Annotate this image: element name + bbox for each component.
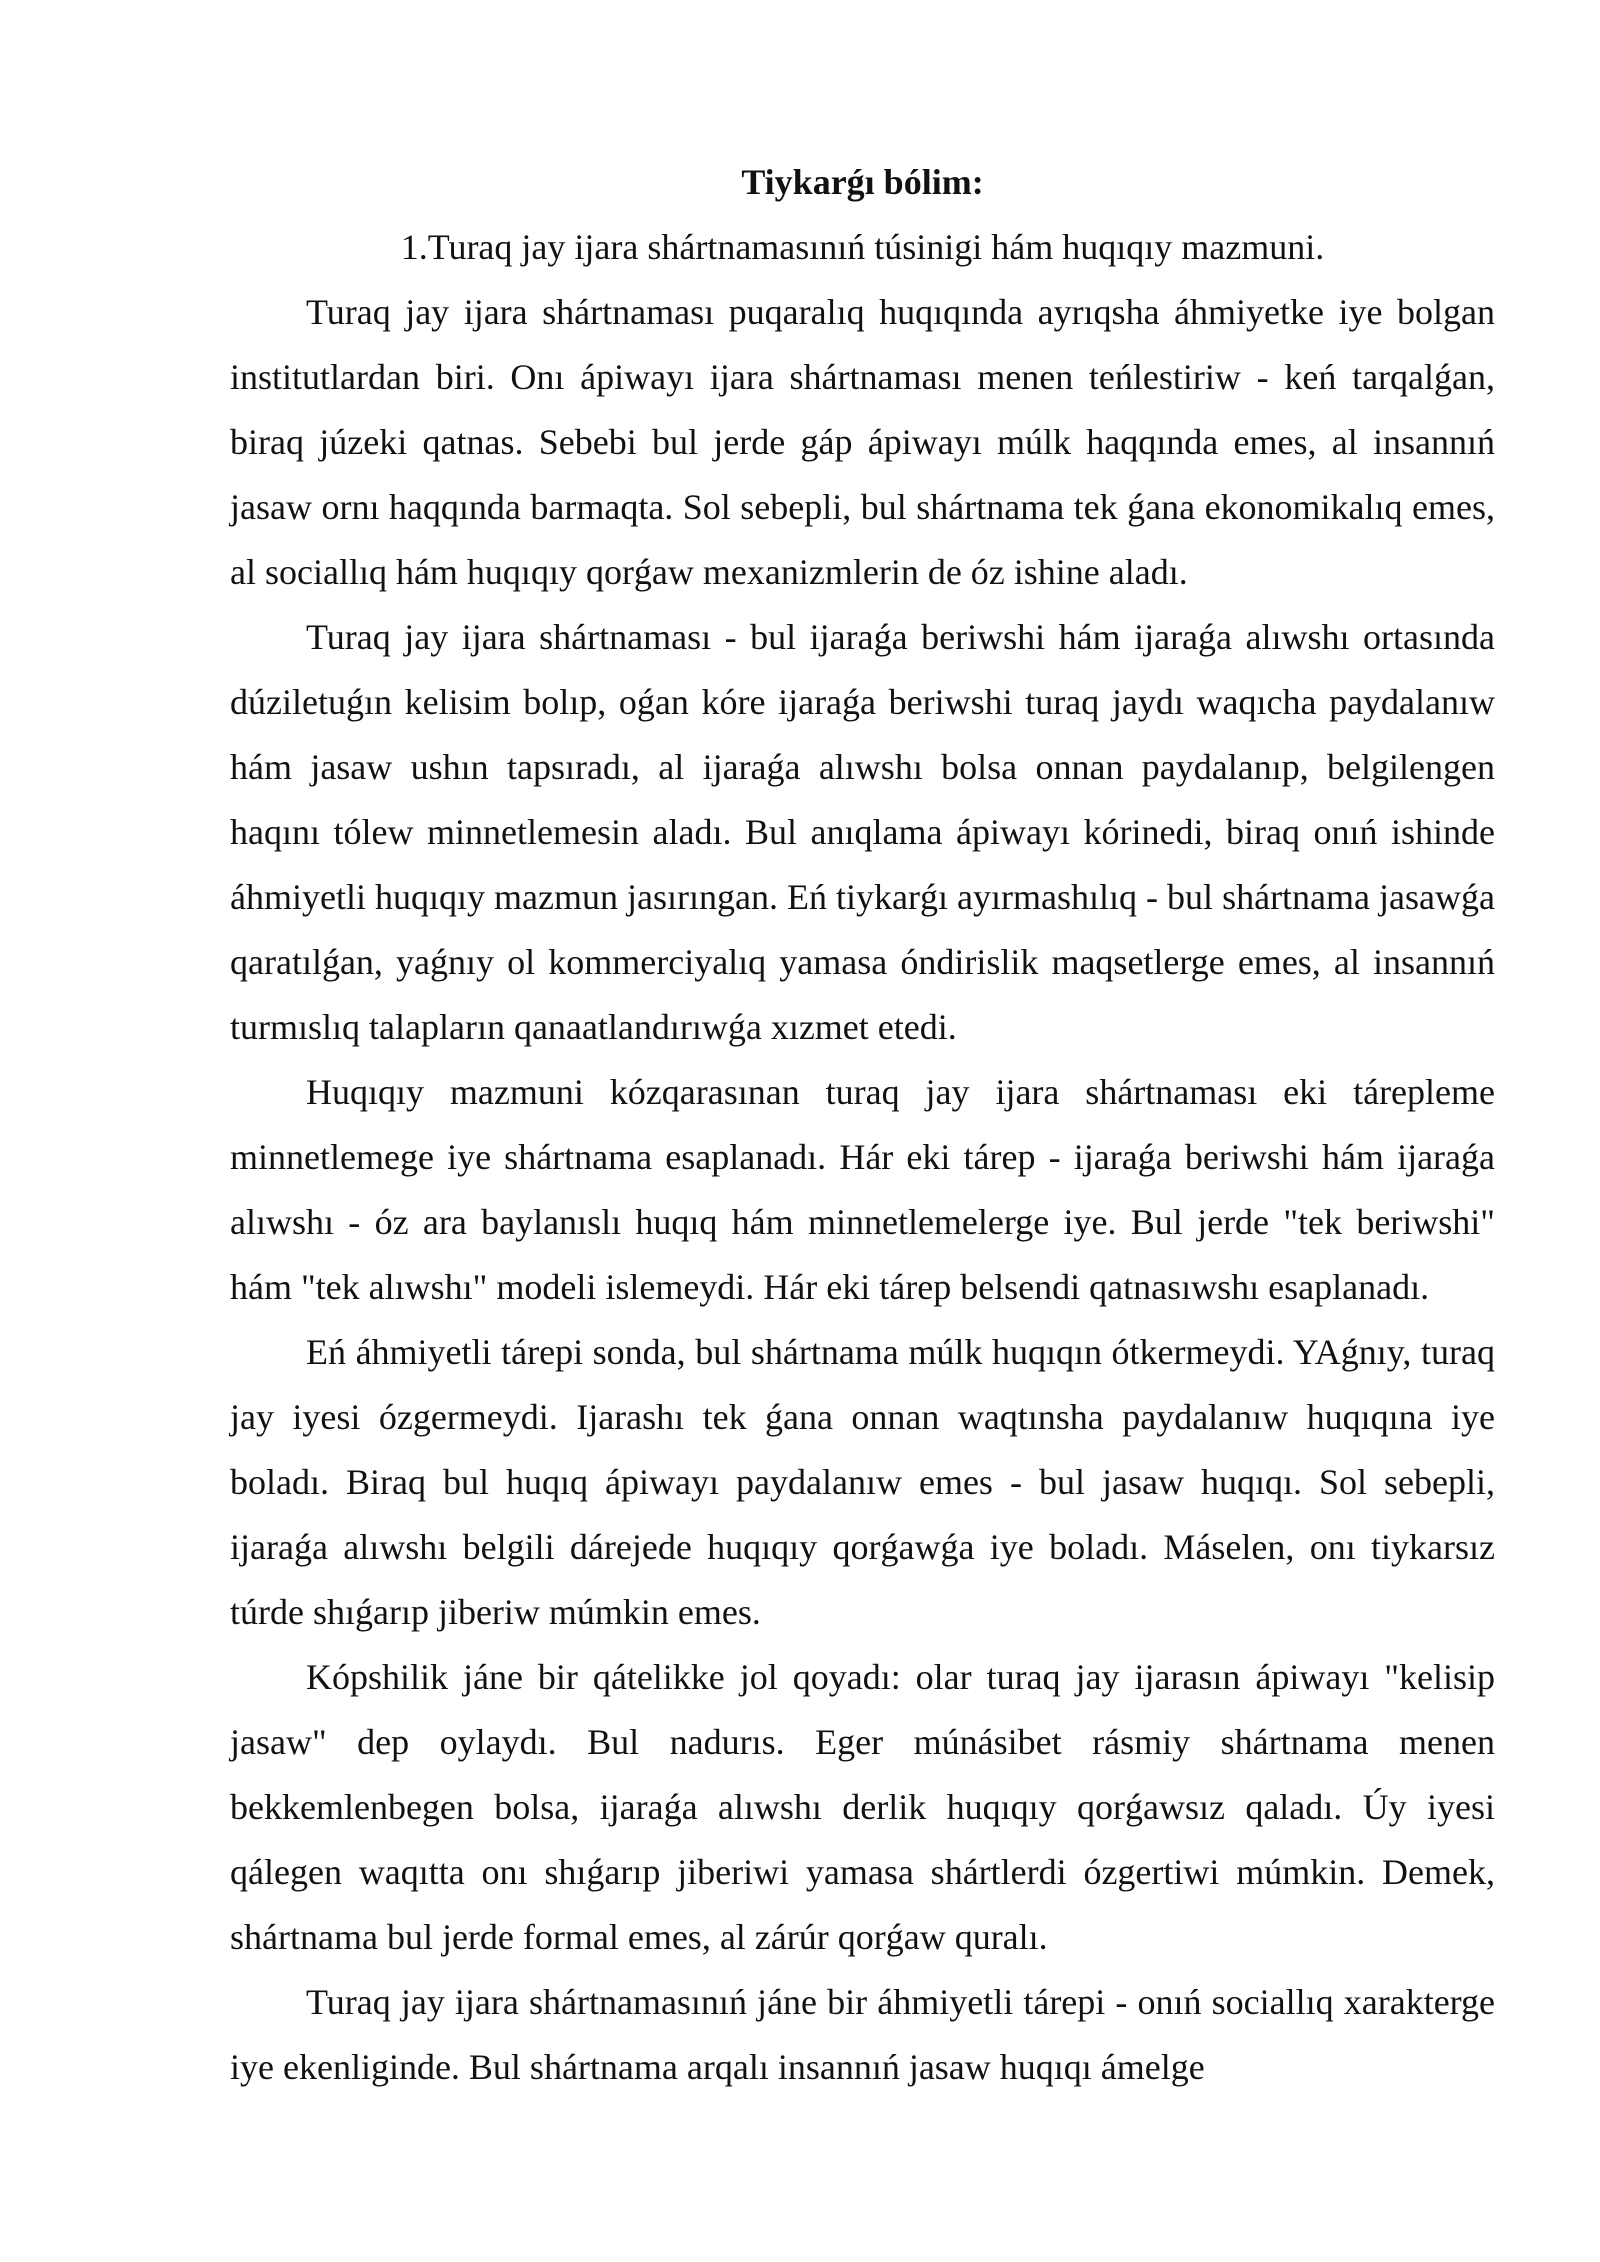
paragraph-6: Turaq jay ijara shártnamasınıń jáne bir áhmiyetli tárepi - onıń sociallıq xarakterge iye ekenliginde. Bul shártnama arqalı insannıń jasaw huqıqı ámelge	[230, 1982, 1495, 2087]
paragraph-3: Huqıqıy mazmuni kózqarasınan turaq jay ijara shártnaması eki tárepleme minnetlemege iye shártnama esaplanadı. Hár eki tárep - ijaraǵa beriwshi hám ijaraǵa alıwshı - óz ara baylanıslı huqıq hám minnetlemelerge iye. Bul jerde "tek beriwshi" hám "tek alıwshı" modeli islemeydi. Hár eki tárep belsendi qatnasıwshı esaplanadı.	[230, 1072, 1495, 1307]
document-body	[230, 150, 1495, 2100]
paragraph-4: Eń áhmiyetli tárepi sonda, bul shártnama múlk huqıqın ótkermeydi. YAǵnıy, turaq jay iyesi ózgermeydi. Ijarashı tek ǵana onnan waqtınsha paydalanıw huqıqına iye boladı. Biraq bul huqıq ápiwayı paydalanıw emes - bul jasaw huqıqı. Sol sebepli, ijaraǵa alıwshı belgili dárejede huqıqıy qorǵawǵa iye boladı. Máselen, onı tiykarsız túrde shıǵarıp jiberiw múmkin emes.	[230, 1332, 1495, 1632]
subsection-title: 1.Turaq jay ijara shártnamasınıń túsinigi hám huqıqıy mazmuni.	[400, 227, 1325, 267]
section-title: Tiykarǵı bólim:	[741, 162, 984, 202]
paragraph-2: Turaq jay ijara shártnaması - bul ijaraǵa beriwshi hám ijaraǵa alıwshı ortasında dúziletuǵın kelisim bolıp, oǵan kóre ijaraǵa beriwshi turaq jaydı waqıcha paydalanıw hám jasaw ushın tapsıradı, al ijaraǵa alıwshı bolsa onnan paydalanıp, belgilengen haqını tólew minnetlemesin aladı. Bul anıqlama ápiwayı kórinedi, biraq onıń ishinde áhmiyetli huqıqıy mazmun jasırıngan. Eń tiykarǵı ayırmashılıq - bul shártnama jasawǵa qaratılǵan, yaǵnıy ol kommerciyalıq yamasa óndirislik maqsetlerge emes, al insannıń turmıslıq talapların qanaatlandırıwǵa xızmet etedi.	[230, 617, 1495, 1047]
paragraph-1: Turaq jay ijara shártnaması puqaralıq huqıqında ayrıqsha áhmiyetke iye bolgan institutlardan biri. Onı ápiwayı ijara shártnaması menen teńlestiriw - keń tarqalǵan, biraq júzeki qatnas. Sebebi bul jerde gáp ápiwayı múlk haqqında emes, al insannıń jasaw ornı haqqında barmaqta. Sol sebepli, bul shártnama tek ǵana ekonomikalıq emes, al sociallıq hám huqıqıy qorǵaw mexanizmlerin de óz ishine aladı.	[230, 292, 1495, 592]
paragraph-5: Kópshilik jáne bir qátelikke jol qoyadı: olar turaq jay ijarasın ápiwayı "kelisip jasaw" dep oylaydı. Bul nadurıs. Eger múnásibet rásmiy shártnama menen bekkemlenbegen bolsa, ijaraǵa alıwshı derlik huqıqıy qorǵawsız qaladı. Úy iyesi qálegen waqıtta onı shıǵarıp jiberiwi yamasa shártlerdi ózgertiwi múmkin. Demek, shártnama bul jerde formal emes, al zárúr qorǵaw quralı.	[230, 1657, 1495, 1957]
